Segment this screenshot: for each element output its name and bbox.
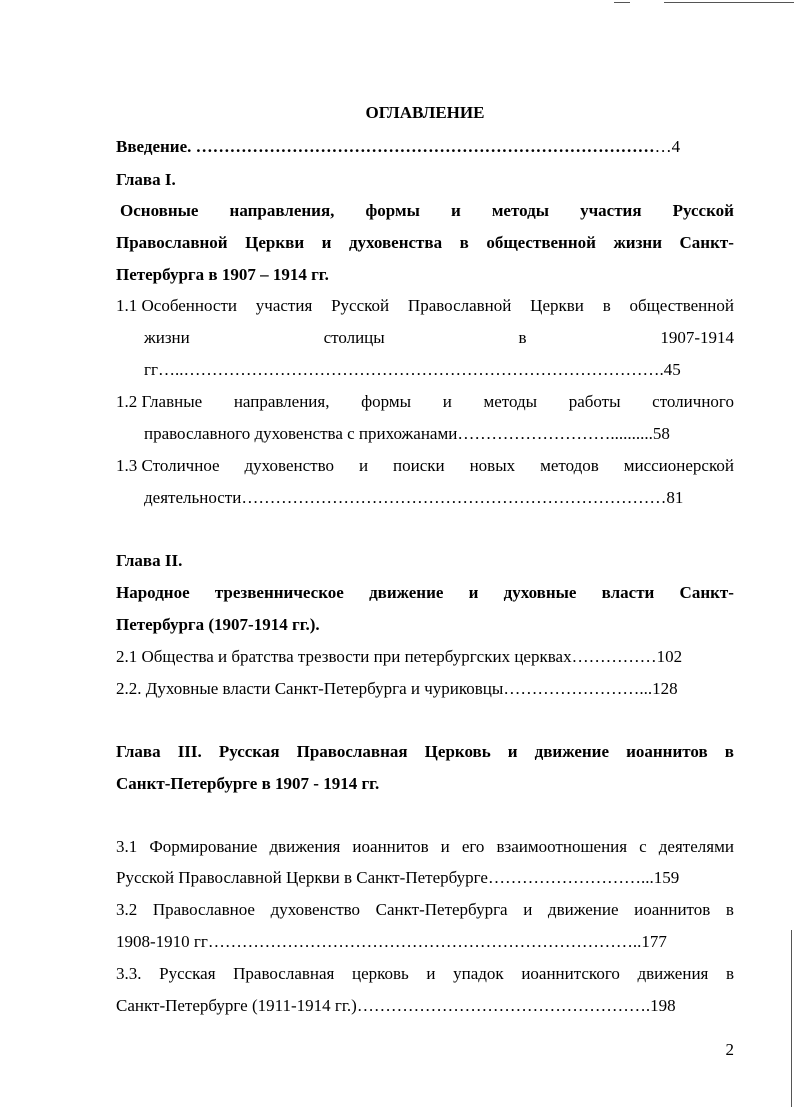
word: Православное — [152, 900, 255, 919]
intro-page: …4 — [654, 137, 681, 156]
chapter-1-title-line-3: Петербурга в 1907 – 1914 гг. — [116, 265, 329, 284]
intro-dots: ……………………………………………………………………… — [195, 137, 655, 156]
entry-text: 2.2. Духовные власти Санкт-Петербурга и чуриковцы — [116, 679, 504, 698]
word: церковь — [351, 964, 409, 983]
entry-dots: ……………………………………………. — [356, 996, 651, 1015]
entry-text: гг….. — [144, 360, 184, 379]
word: общественной — [486, 233, 596, 252]
word: общественной — [629, 296, 734, 315]
chapter-2-title-line-2: Петербурга (1907-1914 гг.). — [116, 615, 320, 634]
word: направления, — [233, 392, 330, 411]
toc-entry-3-2-line-2 — [116, 932, 734, 952]
word: в — [602, 296, 611, 315]
word: Православная — [296, 742, 408, 761]
entry-page: 58 — [652, 424, 670, 443]
word: Формирование — [149, 837, 258, 856]
word: Православной — [407, 296, 512, 315]
entry-dots: ………………………………………………………………………… — [183, 360, 660, 379]
intro-label: Введение. — [116, 137, 192, 156]
word: формы — [361, 392, 412, 411]
word: движение — [534, 742, 609, 761]
word: столичного — [652, 392, 734, 411]
word: в — [725, 900, 734, 919]
word: направления, — [229, 201, 335, 220]
word: 1.3 Столичное — [116, 456, 220, 475]
word: в — [724, 742, 734, 761]
word: Русская — [218, 742, 280, 761]
word: методы — [491, 201, 549, 220]
word: духовенство — [244, 456, 334, 475]
toc-entry-1-3-line-2 — [144, 488, 734, 508]
entry-page: 198 — [650, 996, 676, 1015]
word: и — [440, 837, 450, 856]
word: в — [459, 233, 469, 252]
toc-entry-1-1-line-3 — [144, 360, 734, 380]
word: трезвенническое — [214, 583, 344, 602]
toc-entry-2-2 — [116, 679, 734, 699]
word: миссионерской — [623, 456, 734, 475]
toc-entry-1-1-line-1 — [116, 296, 734, 316]
word: Русская — [159, 964, 216, 983]
toc-entry-1-1-line-2 — [144, 328, 734, 348]
entry-text: 2.1 Общества и братства трезвости при петербургских церквах — [116, 647, 572, 666]
word: методы — [483, 392, 538, 411]
word: новых — [469, 456, 516, 475]
word: духовные — [503, 583, 577, 602]
word: Основные — [120, 201, 199, 220]
word: духовенство — [270, 900, 361, 919]
right-edge-line — [791, 930, 792, 1107]
word: 3.1 — [116, 837, 138, 856]
word: 3.2 — [116, 900, 138, 919]
word: 1.2 Главные — [116, 392, 203, 411]
word: поиски — [393, 456, 445, 475]
toc-entry-3-1-line-1 — [116, 837, 734, 857]
entry-page: 159 — [653, 868, 680, 887]
word: его — [461, 837, 485, 856]
word: Церкви — [245, 233, 305, 252]
word: иоаннитского — [521, 964, 620, 983]
entry-page: .45 — [659, 360, 681, 379]
chapter-1-title-line-1 — [120, 201, 734, 221]
word: взаимоотношения — [496, 837, 628, 856]
entry-text: Санкт-Петербурге (1911-1914 гг.) — [116, 996, 357, 1015]
entry-text: деятельности — [144, 488, 242, 507]
word: III. — [177, 742, 202, 761]
entry-text: 1908-1910 гг — [116, 932, 208, 951]
entry-dots: ………………………………………………………………… — [241, 488, 667, 507]
page-number: 2 — [725, 1040, 734, 1059]
entry-page: 177 — [641, 932, 667, 951]
word: 3.3. — [116, 964, 142, 983]
word: деятелями — [658, 837, 734, 856]
entry-page: .128 — [647, 679, 678, 698]
toc-entry-3-1-line-2 — [116, 868, 734, 888]
toc-entry-2-1 — [116, 647, 734, 667]
word: Церковь — [424, 742, 491, 761]
word: Глава — [116, 742, 161, 761]
word: власти — [601, 583, 655, 602]
word: методов — [540, 456, 599, 475]
word: Русской — [672, 201, 734, 220]
toc-entry-1-3-line-1 — [116, 456, 734, 476]
chapter-2-label: Глава II. — [116, 551, 183, 570]
word: Православная — [233, 964, 335, 983]
word: 1907-1914 — [660, 328, 734, 347]
word: жизни — [144, 328, 190, 347]
word: Русской — [331, 296, 390, 315]
chapter-1-label: Глава I. — [116, 170, 176, 189]
word: иоаннитов — [626, 742, 708, 761]
word: участия — [580, 201, 642, 220]
word: с — [639, 837, 647, 856]
word: иоаннитов — [634, 900, 711, 919]
word: в — [725, 964, 734, 983]
entry-dots: ………………………………………………………………….. — [207, 932, 642, 951]
toc-entry-1-2-line-1 — [116, 392, 734, 412]
top-edge-line — [664, 2, 794, 3]
word: и — [507, 742, 518, 761]
word: и — [321, 233, 332, 252]
word: и — [450, 201, 461, 220]
word: столицы — [323, 328, 385, 347]
toc-entry-1-2-line-2 — [144, 424, 734, 444]
toc-entry-introduction — [116, 137, 734, 157]
chapter-3-title-line-1 — [116, 742, 734, 762]
entry-dots: …………………….. — [503, 679, 648, 698]
word: и — [426, 964, 436, 983]
word: участия — [255, 296, 313, 315]
word: духовенства — [348, 233, 443, 252]
chapter-2-title-line-1 — [116, 583, 734, 603]
word: Народное — [116, 583, 190, 602]
entry-page: 81 — [666, 488, 684, 507]
entry-dots: ………………………... — [487, 868, 654, 887]
entry-text: православного духовенства с прихожанами — [144, 424, 458, 443]
word: жизни — [613, 233, 662, 252]
word: и — [523, 900, 533, 919]
top-edge-tick — [614, 2, 630, 3]
toc-entry-3-3-line-1 — [116, 964, 734, 984]
toc-heading: ОГЛАВЛЕНИЕ — [365, 103, 485, 122]
entry-dots: ……………………….......... — [457, 424, 653, 443]
entry-page: 102 — [656, 647, 683, 666]
word: работы — [568, 392, 621, 411]
word: и — [442, 392, 452, 411]
entry-dots: …………… — [571, 647, 657, 666]
word: и — [358, 456, 369, 475]
toc-entry-3-3-line-2 — [116, 996, 734, 1016]
chapter-3-title-line-2: Санкт-Петербурге в 1907 - 1914 гг. — [116, 774, 380, 793]
word: движения — [269, 837, 341, 856]
word: и — [468, 583, 479, 602]
word: движение — [547, 900, 619, 919]
word: Санкт- — [679, 233, 734, 252]
word: Православной — [116, 233, 228, 252]
word: в — [518, 328, 527, 347]
word: иоаннитов — [352, 837, 429, 856]
word: Санкт- — [679, 583, 734, 602]
word: движение — [369, 583, 444, 602]
word: Церкви — [530, 296, 584, 315]
word: формы — [365, 201, 420, 220]
word: упадок — [453, 964, 504, 983]
word: Санкт-Петербурга — [375, 900, 508, 919]
toc-entry-3-2-line-1 — [116, 900, 734, 920]
word: 1.1 Особенности — [116, 296, 237, 315]
entry-text: Русской Православной Церкви в Санкт-Петербурге — [116, 868, 488, 887]
word: движения — [637, 964, 709, 983]
chapter-1-title-line-2 — [116, 233, 734, 253]
